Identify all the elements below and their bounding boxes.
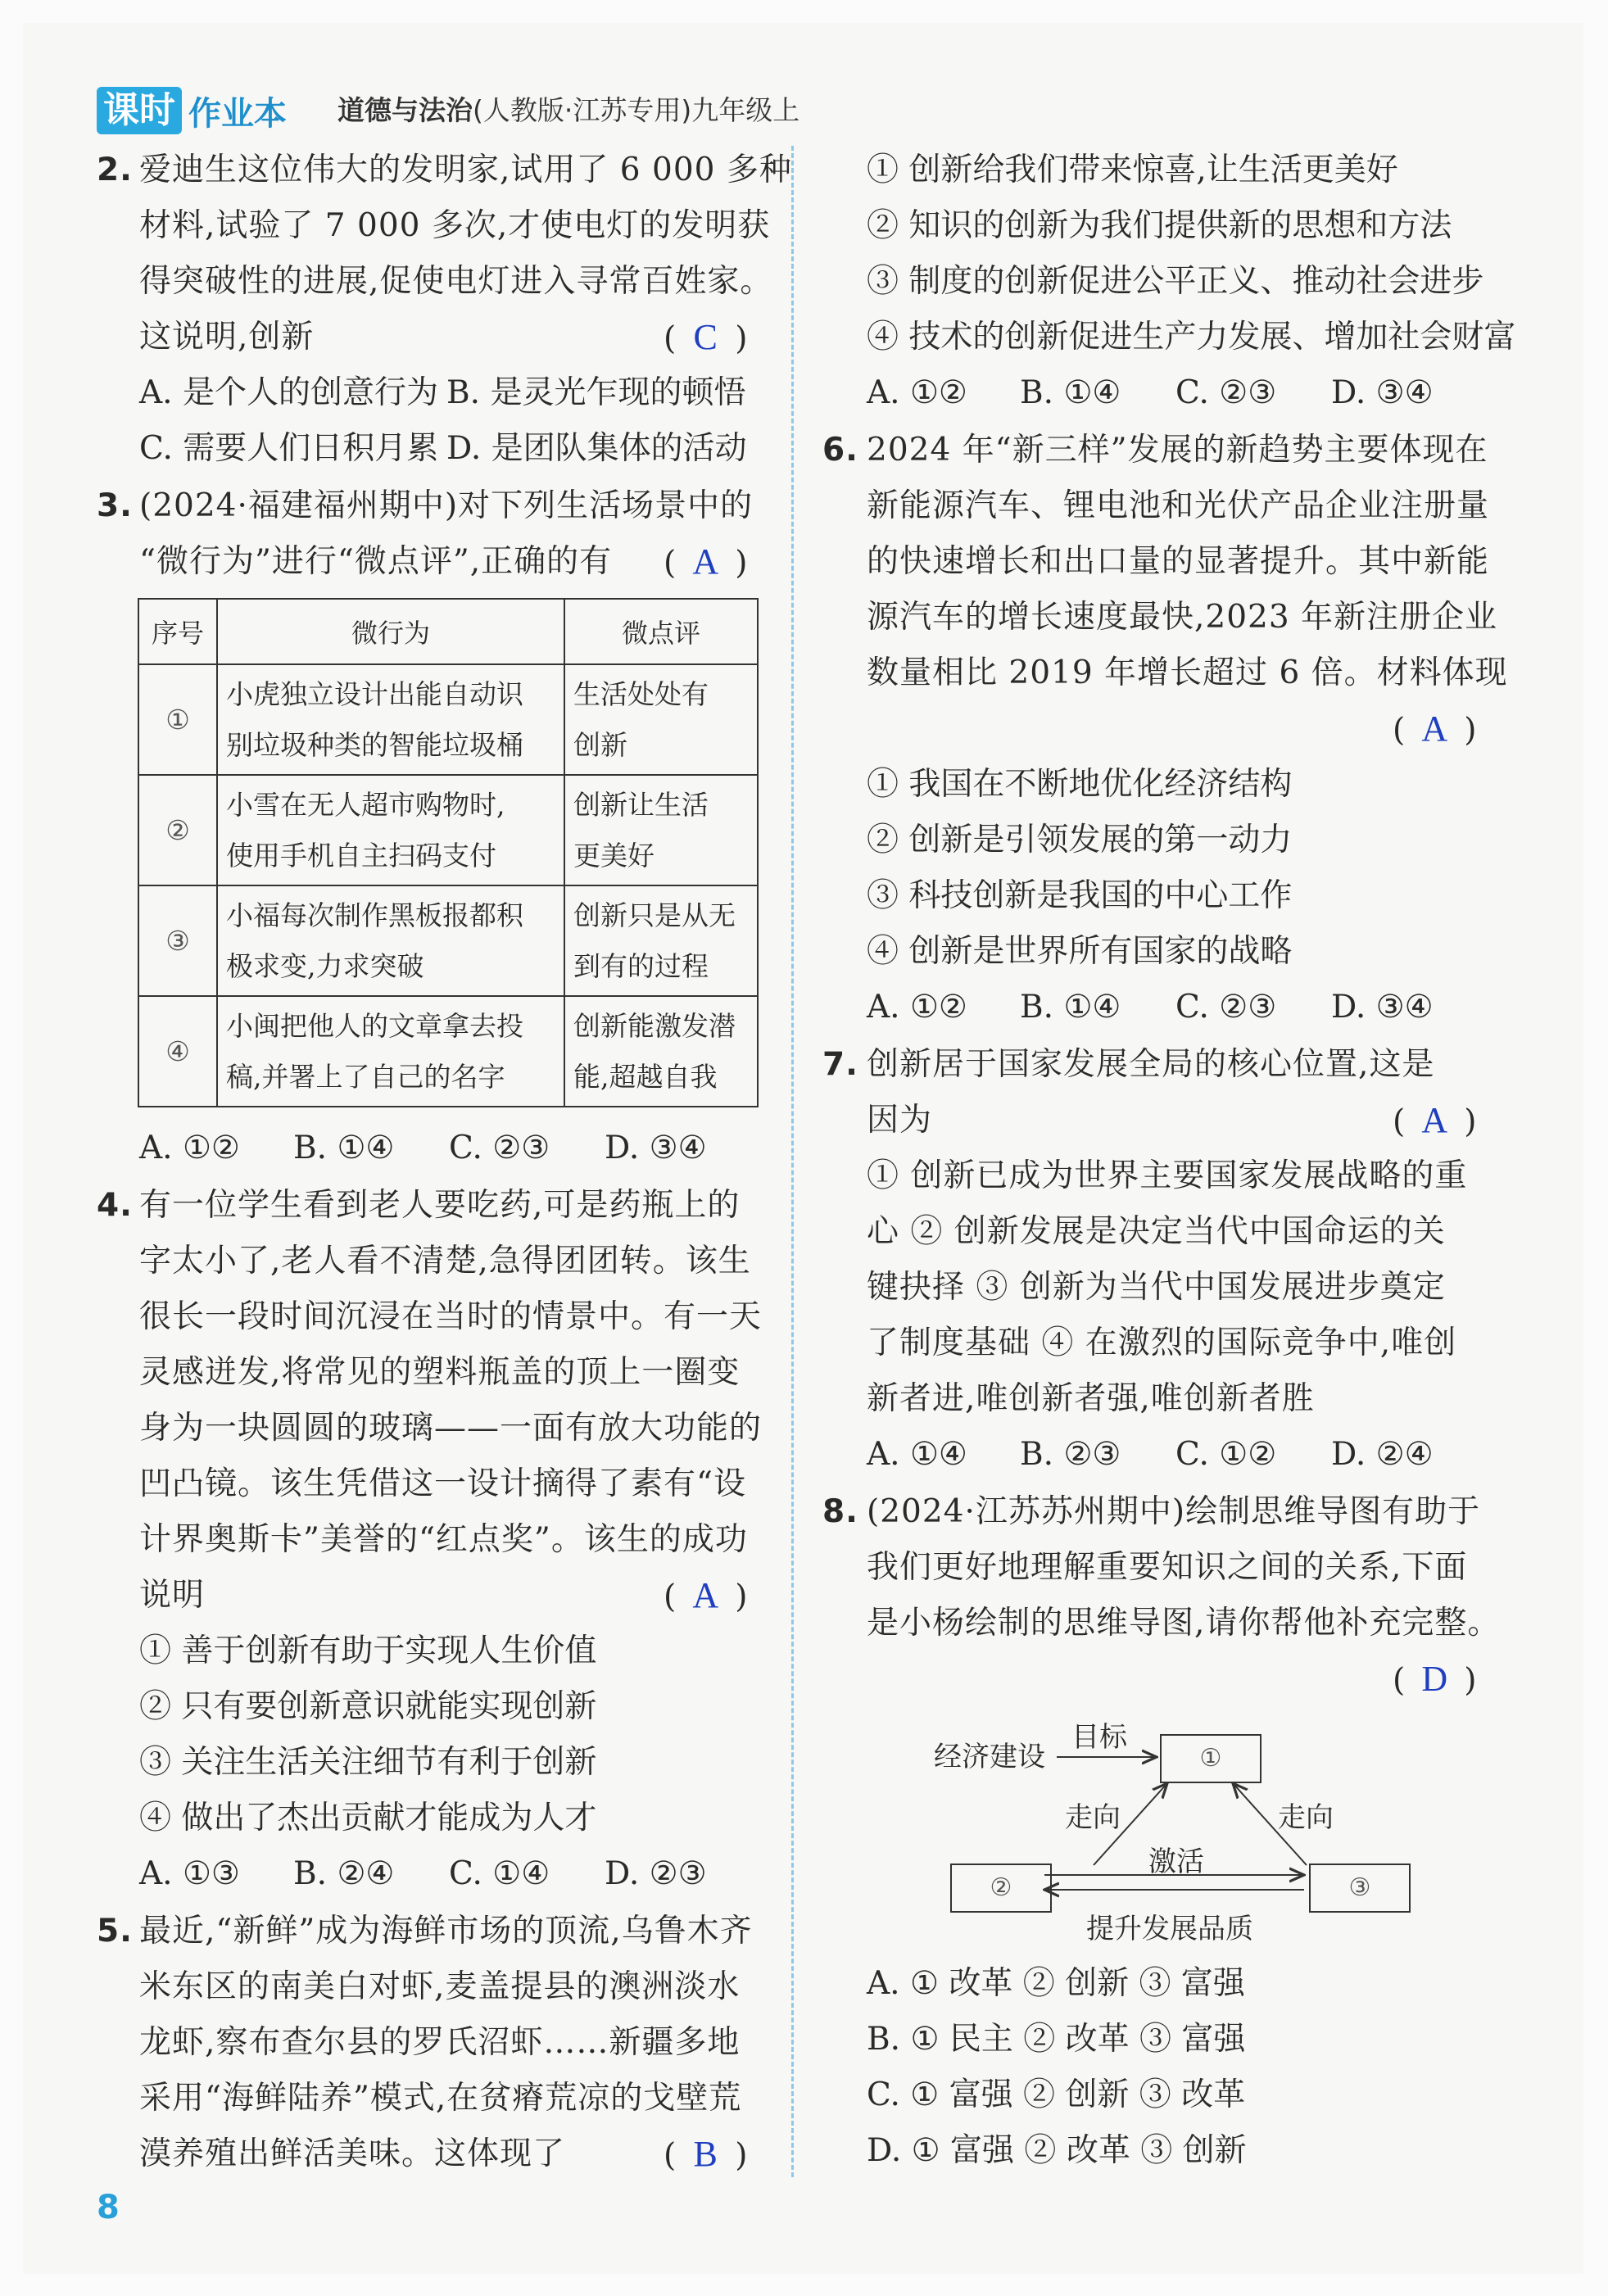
q6-choice: C. ②③ bbox=[1175, 989, 1277, 1026]
q4-answer: ( A ) bbox=[664, 1575, 748, 1615]
q4-choice: B. ②④ bbox=[293, 1855, 395, 1892]
row-comment: 创新只是从无 到有的过程 bbox=[564, 885, 758, 996]
q3-table bbox=[138, 598, 759, 1107]
q2-option: C. 需要人们日积月累 bbox=[139, 430, 439, 467]
row-comment: 创新让生活 更美好 bbox=[564, 775, 758, 885]
table-header: 微点评 bbox=[564, 599, 758, 664]
q6-statement: ③ 科技创新是我国的中心工作 bbox=[867, 877, 1293, 914]
diagram-bottom-label: 提升发展品质 bbox=[1086, 1913, 1253, 1945]
row-behavior: 小闽把他人的文章拿去投 稿,并署上了自己的名字 bbox=[217, 996, 564, 1107]
q6-statement: ① 我国在不断地优化经济结构 bbox=[867, 766, 1293, 803]
q5-statement: ④ 技术的创新促进生产力发展、增加社会财富 bbox=[867, 319, 1516, 355]
q6-choice: B. ①④ bbox=[1020, 989, 1121, 1026]
q4-statement: ① 善于创新有助于实现人生价值 bbox=[139, 1633, 597, 1669]
row-index: ② bbox=[138, 775, 217, 885]
q8-line: 是小杨绘制的思维导图,请你帮他补充完整。 bbox=[867, 1605, 1501, 1642]
q5-line: 采用“海鲜陆养”模式,在贫瘠荒凉的戈壁荒 bbox=[139, 2080, 742, 2117]
q7-statement-line: 新者进,唯创新者强,唯创新者胜 bbox=[867, 1380, 1315, 1417]
q8-choice: D. ① 富强 ② 改革 ③ 创新 bbox=[867, 2132, 1247, 2169]
q5-choice: C. ②③ bbox=[1175, 374, 1277, 411]
q4-choice: C. ①④ bbox=[449, 1855, 550, 1892]
diagram-left-edge-label: 走向 bbox=[1065, 1801, 1121, 1834]
q2-line: 得突破性的进展,促使电灯进入寻常百姓家。 bbox=[139, 263, 773, 300]
q4-choice: D. ②③ bbox=[605, 1855, 707, 1892]
diagram-start-label: 经济建设 bbox=[934, 1741, 1045, 1773]
q7-number: 7. bbox=[822, 1046, 858, 1083]
q4-line: 有一位学生看到老人要吃药,可是药瓶上的 bbox=[139, 1187, 741, 1224]
q6-statement: ② 创新是引领发展的第一动力 bbox=[867, 822, 1293, 858]
q2-line: 爱迪生这位伟大的发明家,试用了 6 000 多种 bbox=[139, 152, 792, 188]
q8-line: 我们更好地理解重要知识之间的关系,下面 bbox=[867, 1549, 1468, 1586]
diagram-box-1: ① bbox=[1160, 1734, 1261, 1783]
q7-choice: D. ②④ bbox=[1331, 1436, 1434, 1473]
table-header: 序号 bbox=[138, 599, 217, 664]
answer-letter: A bbox=[1421, 1100, 1448, 1140]
logo-text: 作业本 bbox=[188, 94, 287, 133]
q4-number: 4. bbox=[97, 1187, 133, 1224]
q2-number: 2. bbox=[97, 152, 133, 188]
row-behavior: 小雪在无人超市购物时, 使用手机自主扫码支付 bbox=[217, 775, 564, 885]
logo-badge: 课时 bbox=[97, 87, 182, 134]
table-row bbox=[138, 664, 758, 775]
q4-statement: ④ 做出了杰出贡献才能成为人才 bbox=[139, 1800, 597, 1836]
row-comment: 生活处处有 创新 bbox=[564, 664, 758, 775]
q2-line: 这说明,创新 bbox=[139, 319, 315, 355]
q2-option: A. 是个人的创意行为 bbox=[139, 374, 438, 411]
q7-answer: ( A ) bbox=[1393, 1100, 1477, 1140]
q6-line: 2024 年“新三样”发展的新趋势主要体现在 bbox=[867, 432, 1488, 469]
q4-choice: A. ①③ bbox=[139, 1855, 240, 1892]
answer-letter: A bbox=[692, 541, 719, 582]
answer-letter: A bbox=[692, 1575, 719, 1615]
q4-statement: ② 只有要创新意识就能实现创新 bbox=[139, 1688, 597, 1725]
diagram-right-edge-label: 走向 bbox=[1278, 1801, 1334, 1834]
q3-answer: ( A ) bbox=[664, 541, 748, 582]
q7-line: 因为 bbox=[867, 1102, 933, 1139]
q7-statement-line: 键抉择 ③ 创新为当代中国发展进步奠定 bbox=[867, 1269, 1446, 1306]
q6-statement: ④ 创新是世界所有国家的战略 bbox=[867, 933, 1293, 970]
q5-line: 最近,“新鲜”成为海鲜市场的顶流,乌鲁木齐 bbox=[139, 1913, 753, 1950]
table-row bbox=[138, 885, 758, 996]
brand-logo bbox=[97, 85, 287, 136]
q8-choice: A. ① 改革 ② 创新 ③ 富强 bbox=[867, 1965, 1245, 2002]
q4-line: 说明 bbox=[139, 1577, 206, 1614]
table-header: 微行为 bbox=[217, 599, 564, 664]
q4-line: 身为一块圆圆的玻璃——一面有放大功能的 bbox=[139, 1410, 763, 1447]
q3-choice: B. ①④ bbox=[293, 1130, 395, 1166]
table-header-row bbox=[138, 599, 758, 664]
q8-number: 8. bbox=[822, 1493, 858, 1530]
grade: 九年级上 bbox=[691, 94, 800, 126]
row-index: ① bbox=[138, 664, 217, 775]
q5-number: 5. bbox=[97, 1913, 133, 1950]
q7-choice: B. ②③ bbox=[1020, 1436, 1121, 1473]
q3-choice: D. ③④ bbox=[605, 1130, 707, 1166]
q5-choice: A. ①② bbox=[867, 374, 967, 411]
edition: (人教版·江苏专用) bbox=[473, 94, 692, 126]
q5-line: 龙虾,察布查尔县的罗氏沼虾……新疆多地 bbox=[139, 2024, 741, 2061]
table-row bbox=[138, 996, 758, 1107]
q7-statement-line: 了制度基础 ④ 在激烈的国际竞争中,唯创 bbox=[867, 1325, 1457, 1361]
column-divider bbox=[791, 146, 794, 2177]
q6-line: 源汽车的增长速度最快,2023 年新注册企业 bbox=[867, 599, 1498, 636]
q6-choice: A. ①② bbox=[867, 989, 967, 1026]
row-behavior: 小虎独立设计出能自动识 别垃圾种类的智能垃圾桶 bbox=[217, 664, 564, 775]
q5-choice: B. ①④ bbox=[1020, 374, 1121, 411]
q3-number: 3. bbox=[97, 487, 133, 524]
answer-letter: D bbox=[1421, 1659, 1448, 1699]
row-index: ④ bbox=[138, 996, 217, 1107]
q6-number: 6. bbox=[822, 432, 858, 469]
page-number: 8 bbox=[97, 2189, 120, 2226]
q2-line: 材料,试验了 7 000 多次,才使电灯的发明获 bbox=[139, 207, 771, 244]
q5-statement: ② 知识的创新为我们提供新的思想和方法 bbox=[867, 207, 1452, 244]
answer-letter: B bbox=[693, 2134, 718, 2174]
q4-line: 计界奥斯卡”美誉的“红点奖”。该生的成功 bbox=[139, 1521, 748, 1558]
q2-answer: ( C ) bbox=[664, 317, 748, 357]
diagram-box-2: ② bbox=[950, 1864, 1052, 1913]
q5-statement: ① 创新给我们带来惊喜,让生活更美好 bbox=[867, 152, 1398, 188]
subject: 道德与法治 bbox=[337, 94, 473, 126]
q3-line: “微行为”进行“微点评”,正确的有 bbox=[139, 543, 613, 580]
answer-letter: A bbox=[1421, 709, 1448, 749]
q6-line: 数量相比 2019 年增长超过 6 倍。材料体现 bbox=[867, 654, 1508, 691]
q8-answer: ( D ) bbox=[1393, 1659, 1477, 1699]
q5-statement: ③ 制度的创新促进公平正义、推动社会进步 bbox=[867, 263, 1484, 300]
diagram-goal-label: 目标 bbox=[1071, 1721, 1127, 1754]
q8-choice: C. ① 富强 ② 创新 ③ 改革 bbox=[867, 2076, 1246, 2113]
q4-line: 灵感迸发,将常见的塑料瓶盖的顶上一圈变 bbox=[139, 1354, 741, 1391]
q8-choice: B. ① 民主 ② 改革 ③ 富强 bbox=[867, 2021, 1246, 2058]
q5-answer: ( B ) bbox=[664, 2134, 748, 2174]
diagram-box-3: ③ bbox=[1309, 1864, 1411, 1913]
mind-map-diagram bbox=[934, 1708, 1425, 1954]
book-title bbox=[337, 92, 799, 129]
q8-line: (2024·江苏苏州期中)绘制思维导图有助于 bbox=[867, 1493, 1481, 1530]
q6-choice: D. ③④ bbox=[1331, 989, 1434, 1026]
q2-option: D. 是团队集体的活动 bbox=[446, 430, 747, 467]
q7-statement-line: ① 创新已成为世界主要国家发展战略的重 bbox=[867, 1157, 1468, 1194]
q5-choice: D. ③④ bbox=[1331, 374, 1434, 411]
q6-line: 新能源汽车、锂电池和光伏产品企业注册量 bbox=[867, 487, 1490, 524]
q2-option: B. 是灵光乍现的顿悟 bbox=[446, 374, 746, 411]
q7-choice: C. ①② bbox=[1175, 1436, 1277, 1473]
table-row bbox=[138, 775, 758, 885]
q5-line: 漠养殖出鲜活美味。这体现了 bbox=[139, 2135, 566, 2172]
q6-answer: ( A ) bbox=[1393, 709, 1477, 749]
q3-line: (2024·福建福州期中)对下列生活场景中的 bbox=[139, 487, 754, 524]
q4-statement: ③ 关注生活关注细节有利于创新 bbox=[139, 1744, 597, 1781]
q4-line: 字太小了,老人看不清楚,急得团团转。该生 bbox=[139, 1243, 751, 1279]
q4-line: 很长一段时间沉浸在当时的情景中。有一天 bbox=[139, 1298, 763, 1335]
q7-line: 创新居于国家发展全局的核心位置,这是 bbox=[867, 1046, 1435, 1083]
q4-line: 凹凸镜。该生凭借这一设计摘得了素有“设 bbox=[139, 1465, 746, 1502]
row-behavior: 小福每次制作黑板报都积 极求变,力求突破 bbox=[217, 885, 564, 996]
answer-letter: C bbox=[693, 317, 718, 357]
diagram-middle-label: 激活 bbox=[1148, 1845, 1204, 1878]
row-comment: 创新能激发潜 能,超越自我 bbox=[564, 996, 758, 1107]
q3-choice: A. ①② bbox=[139, 1130, 240, 1166]
q7-choice: A. ①④ bbox=[867, 1436, 967, 1473]
q5-line: 米东区的南美白对虾,麦盖提县的澳洲淡水 bbox=[139, 1968, 741, 2005]
q6-line: 的快速增长和出口量的显著提升。其中新能 bbox=[867, 543, 1490, 580]
q3-choice: C. ②③ bbox=[449, 1130, 550, 1166]
row-index: ③ bbox=[138, 885, 217, 996]
q7-statement-line: 心 ② 创新发展是决定当代中国命运的关 bbox=[867, 1213, 1446, 1250]
